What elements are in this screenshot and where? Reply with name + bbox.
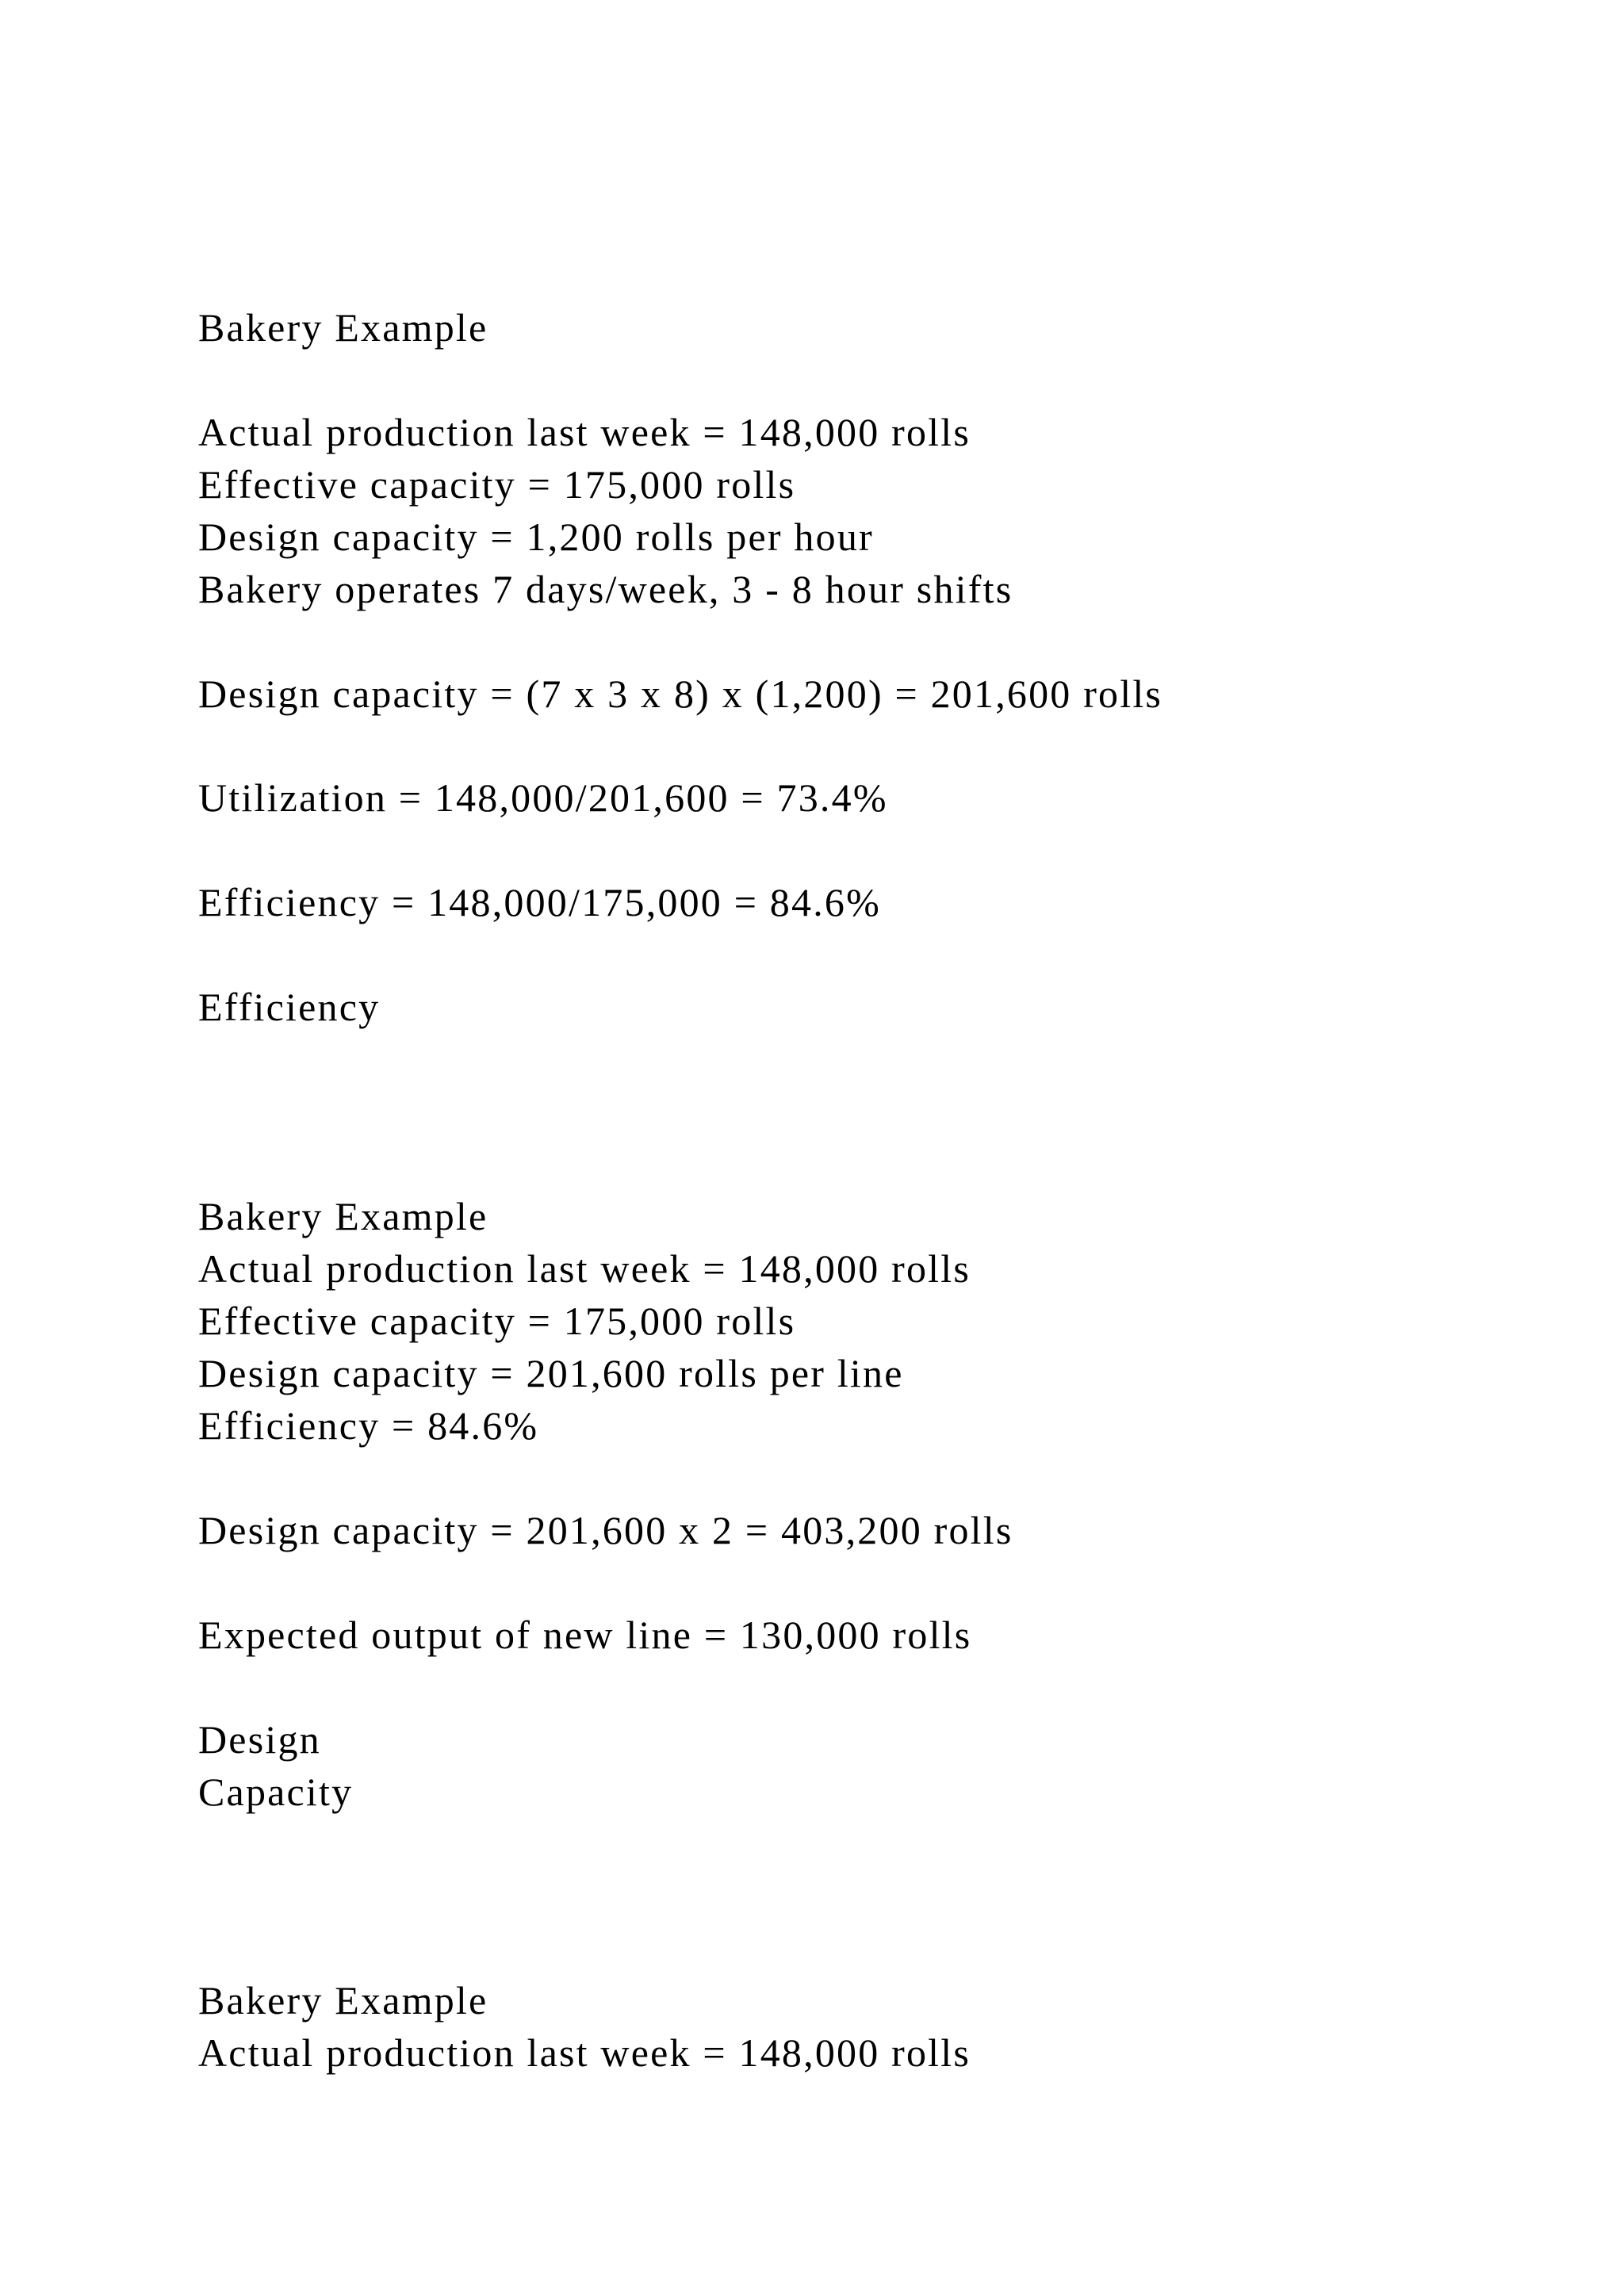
section-2-label-line-1: Design	[198, 1717, 321, 1762]
section-2-effective-capacity: Effective capacity = 175,000 rolls	[198, 1299, 796, 1343]
section-1-title: Bakery Example	[198, 305, 488, 350]
section-1-effective-capacity: Effective capacity = 175,000 rolls	[198, 462, 796, 507]
section-3-actual-production: Actual production last week = 148,000 rolls	[198, 2030, 971, 2075]
section-2-design-capacity-calc: Design capacity = 201,600 x 2 = 403,200 rolls	[198, 1508, 1013, 1552]
section-2-label-line-2: Capacity	[198, 1770, 354, 1814]
section-1-operating-schedule: Bakery operates 7 days/week, 3 - 8 hour shifts	[198, 567, 1013, 611]
section-1-utilization-calc: Utilization = 148,000/201,600 = 73.4%	[198, 775, 888, 820]
section-2-actual-production: Actual production last week = 148,000 rolls	[198, 1246, 971, 1291]
section-1-label: Efficiency	[198, 985, 381, 1029]
section-2-expected-output-calc: Expected output of new line = 130,000 rolls	[198, 1613, 972, 1657]
section-1-design-capacity-calc: Design capacity = (7 x 3 x 8) x (1,200) = 201,600 rolls	[198, 672, 1163, 716]
section-2-efficiency: Efficiency = 84.6%	[198, 1403, 539, 1448]
section-1-design-capacity-rate: Design capacity = 1,200 rolls per hour	[198, 515, 874, 559]
section-2-title: Bakery Example	[198, 1194, 488, 1238]
section-2-design-capacity: Design capacity = 201,600 rolls per line	[198, 1351, 904, 1395]
section-3-title: Bakery Example	[198, 1978, 488, 2022]
section-1-efficiency-calc: Efficiency = 148,000/175,000 = 84.6%	[198, 880, 881, 924]
section-1-actual-production: Actual production last week = 148,000 rolls	[198, 410, 971, 454]
